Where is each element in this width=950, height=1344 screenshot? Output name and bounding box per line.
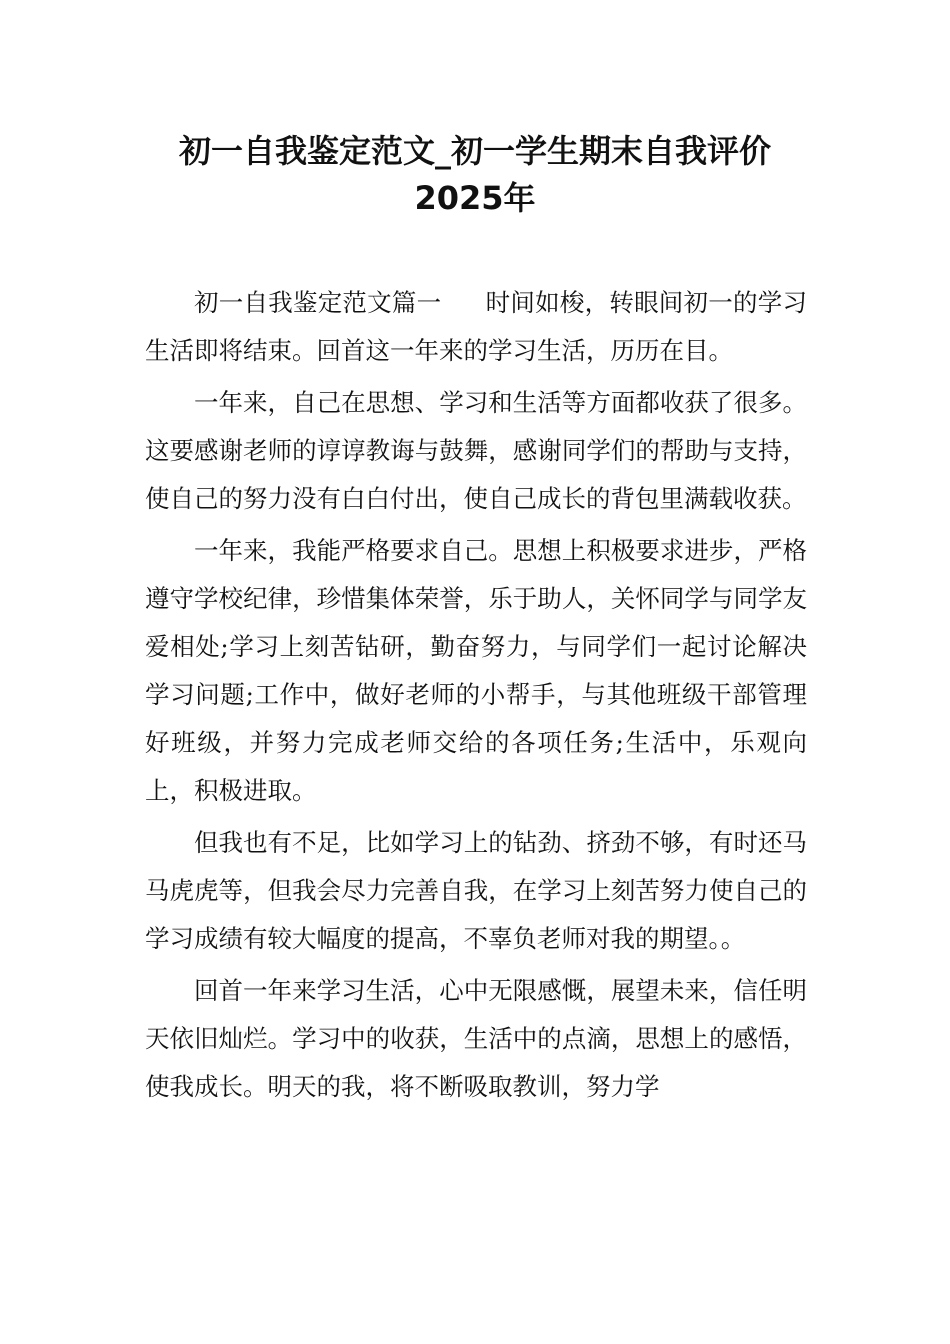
paragraph-4: 但我也有不足，比如学习上的钻劲、挤劲不够，有时还马马虎虎等，但我会尽力完善自我，在学习上刻苦努力使自己的学习成绩有较大幅度的提高，不辜负老师对我的期望。。 [145, 828, 807, 953]
paragraph-1 [145, 279, 807, 375]
document-title-line-2: 2025年 [414, 179, 536, 217]
section-heading: 初一自我鉴定范文篇一 [194, 288, 442, 317]
document-body [145, 279, 807, 1115]
document-title [100, 128, 850, 222]
paragraph-3: 一年来，我能严格要求自己。思想上积极要求进步，严格遵守学校纪律，珍惜集体荣誉，乐于助人，关怀同学与同学友爱相处;学习上刻苦钻研，勤奋努力，与同学们一起讨论解决学习问题;工作中，做好老师的小帮手，与其他班级干部管理好班级，并努力完成老师交给的各项任务;生活中，乐观向上，积极进取。 [145, 536, 807, 805]
paragraph-1-text: 时间如梭，转眼间初一的学习生活即将结束。回首这一年来的学习生活，历历在目。 [145, 288, 807, 365]
paragraph-2: 一年来，自己在思想、学习和生活等方面都收获了很多。这要感谢老师的谆谆教诲与鼓舞，感谢同学们的帮助与支持，使自己的努力没有白白付出，使自己成长的背包里满载收获。 [145, 388, 807, 513]
paragraph-5: 回首一年来学习生活，心中无限感慨，展望未来，信任明天依旧灿烂。学习中的收获，生活中的点滴，思想上的感悟，使我成长。明天的我，将不断吸取教训，努力学 [145, 976, 807, 1101]
document-title-line-1: 初一自我鉴定范文_初一学生期末自我评价 [178, 132, 771, 170]
